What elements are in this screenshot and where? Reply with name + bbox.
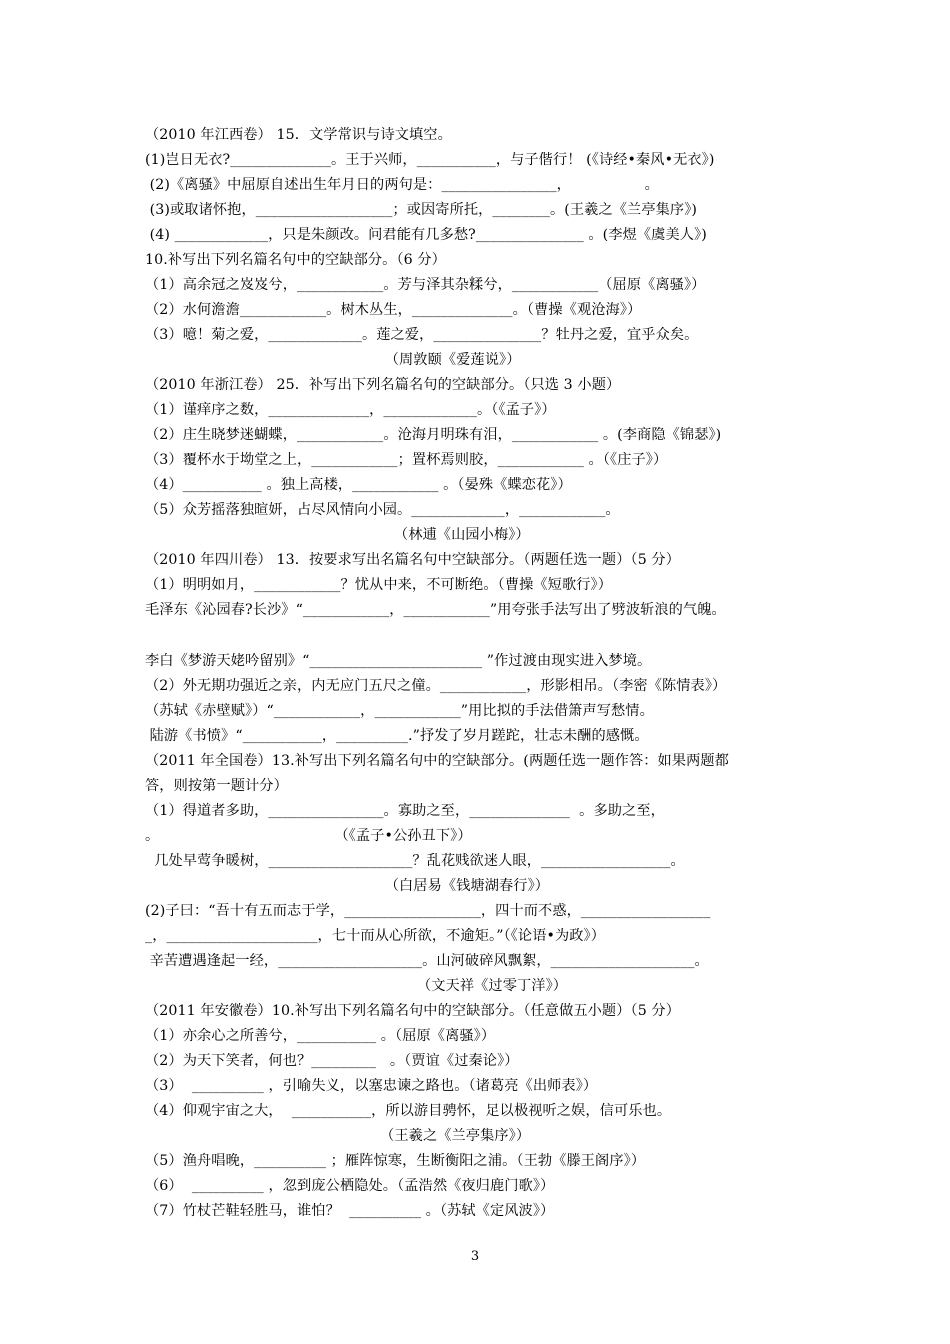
text-line: （5）众芳摇落独暄妍，占尽风情向小园。_____________，____________。 (145, 502, 620, 518)
text-line: （2010 年江西卷） 15．文学常识与诗文填空。 (145, 127, 452, 143)
text-line: _，_____________________，七十而从心所欲，不逾矩。”（《论语•为政》） (145, 928, 606, 944)
text-line: 10.补写出下列名篇名句中的空缺部分。（6 分） (145, 252, 446, 268)
text-line: （王羲之《兰亭集序》） (145, 1128, 531, 1144)
text-line: 李白《梦游天姥吟留别》“________________________ ”作过渡由现实进入梦境。 (145, 653, 652, 669)
text-line: （林逋《山园小梅》） (145, 527, 530, 543)
text-line: （1）明明如月，____________？忧从中来，不可断绝。（曹操《短歌行》） (145, 577, 613, 593)
text-line: （4）___________ 。独上高楼，____________ 。（晏殊《蝶恋花》） (145, 477, 572, 493)
text-line: 答，则按第一题计分） (145, 778, 288, 794)
text-line: （2）水何澹澹____________。树木丛生，______________。（曹操《观沧海》） (145, 302, 642, 318)
text-line: （2010 年四川卷） 13．按要求写出名篇名句中空缺部分。（两题任选一题）（5 分） (145, 552, 681, 568)
text-line: （6） __________ ，忽到庞公栖隐处。（孟浩然《夜归鹿门歌》） (145, 1178, 555, 1194)
text-line: (4) _____________，只是朱颜改。问君能有几多愁?_______________ 。(李煜《虞美人》) (145, 227, 707, 243)
text-line: （2）外无期功强近之亲，内无应门五尺之僮。____________，形影相吊。（李密《陈情表》） (145, 678, 727, 694)
text-line: （2）为天下笑者，何也？_________ 。（贾谊《过秦论》） (145, 1053, 519, 1069)
text-line: （2011 年安徽卷）10.补写出下列名篇名句中的空缺部分。（任意做五小题）（5 分） (145, 1003, 681, 1019)
text-line: (2)子曰：“吾十有五而志于学，___________________，四十而不惑，__________________ (145, 903, 711, 919)
text-line: （周敦颐《爱莲说》） (145, 352, 521, 368)
text-line: （1）谨痒序之数，______________，_____________。（《孟子》） (145, 402, 556, 418)
text-line: （2010 年浙江卷） 25．补写出下列名篇名句的空缺部分。（只选 3 小题） (145, 377, 621, 393)
text-line: 辛苦遭遇逢起一经，____________________。山河破碎风飘絮，____________________。 (145, 953, 709, 969)
page-number: 3 (470, 1249, 480, 1264)
text-line: （2011 年全国卷）13.补写出下列名篇名句中的空缺部分。(两题任选一题作答：如果两题都 (145, 753, 729, 769)
text-line: （7）竹杖芒鞋轻胜马，谁怕？ __________ 。（苏轼《定风波》） (145, 1203, 555, 1219)
text-line: （3）噫！菊之爱，_____________。莲之爱，_______________？牡丹之爱，宜乎众矣。 (145, 327, 699, 343)
text-line: （3） __________ ，引喻失义，以塞忠谏之路也。（诸葛亮《出师表》） (145, 1078, 598, 1094)
text-line: （文天祥《过零丁洋》） (145, 978, 568, 994)
text-line: （苏轼《赤壁赋》）“____________，____________”用比拟的手法借箫声写愁情。 (145, 703, 654, 719)
text-line: （白居易《钱塘湖春行》） (145, 878, 550, 894)
text-line: (1)岂日无衣?______________。王于兴师，___________，与子偕行！ (《诗经•秦风•无衣》) (145, 152, 715, 168)
text-line: (3)或取诸怀抱，___________________；或因寄所托，________。(王羲之《兰亭集序》) (145, 202, 698, 218)
text-line: 毛泽东《沁园春?长沙》“____________，____________”用夸张手法写出了劈波斩浪的气魄。 (145, 602, 726, 618)
text-line: (2)《离骚》中屈原自述出生年月日的两句是：________________， 。 (145, 177, 659, 193)
text-line: 陆游《书愤》“___________，__________.”抒发了岁月蹉跎，壮志未酬的感慨。 (145, 728, 649, 744)
text-line: （5）渔舟唱晚，__________ ；雁阵惊寒，生断衡阳之浦。（王勃《滕王阁序》） (145, 1153, 646, 1169)
text-line: （4）仰观宇宙之大， ___________，所以游目骋怀，足以极视听之娱，信可乐也。 (145, 1103, 672, 1119)
text-line: （1）得道者多助，________________。寡助之至，______________ 。多助之至， (145, 803, 665, 819)
text-line: （1）高余冠之岌岌兮，____________。芳与泽其杂糅兮，____________（屈原《离骚》） (145, 277, 706, 293)
text-line: （3）覆杯水于坳堂之上，____________；置杯焉则胶，____________ 。（《庄子》） (145, 452, 668, 468)
text-line: 。 （《孟子•公孙丑下》） (145, 828, 472, 844)
text-line: （2）庄生晓梦迷蝴蝶，____________。沧海月明珠有泪，____________ 。(李商隐《锦瑟》) (145, 427, 722, 443)
text-line: 几处早莺争暖树，____________________？乱花贱欲迷人眼，__________________。 (145, 853, 685, 869)
text-line: （1）亦余心之所善兮，___________ 。（屈原《离骚》） (145, 1028, 496, 1044)
